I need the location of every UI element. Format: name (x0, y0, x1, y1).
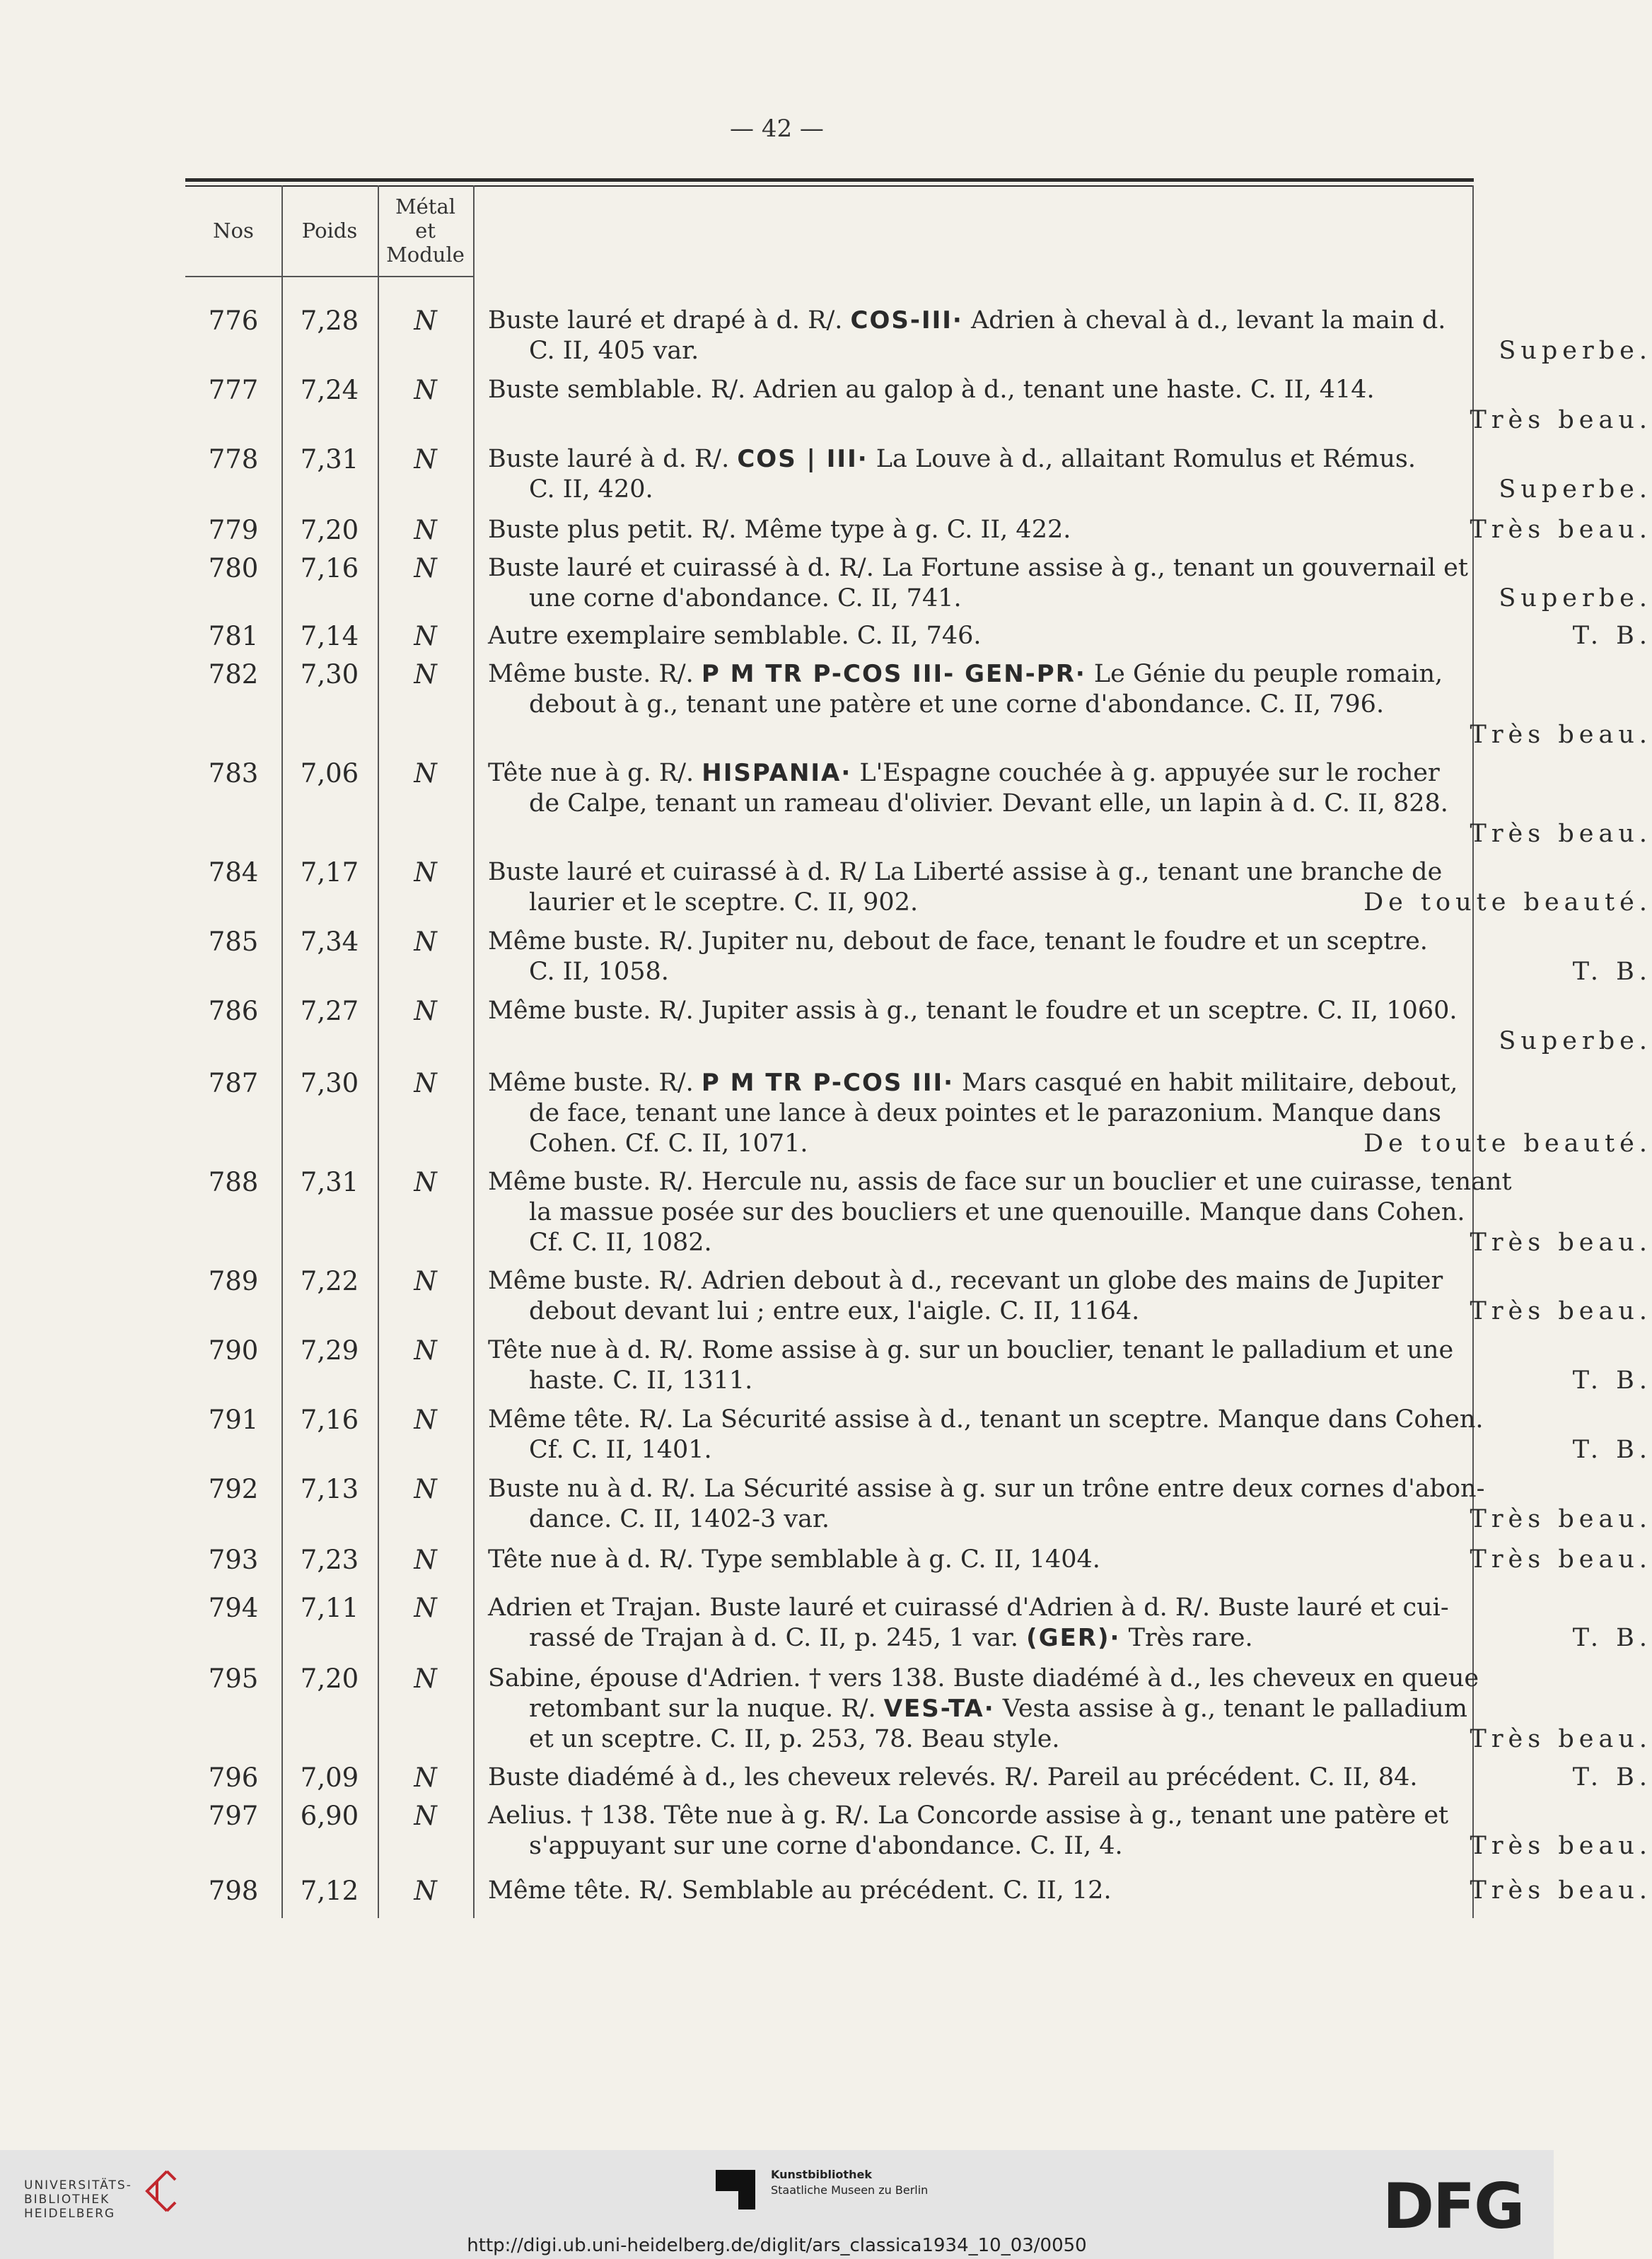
row-weight: 7,20 (300, 1663, 359, 1694)
description-text: Cf. C. II, 1082. (529, 1229, 712, 1257)
description-text: C. II, 405 var. (529, 337, 699, 365)
coin-legend: VES-TA· (883, 1695, 995, 1723)
row-number: 792 (208, 1474, 259, 1504)
description-line (488, 1197, 1652, 1228)
description-line (488, 1335, 1652, 1366)
description-line (488, 1593, 1652, 1623)
coin-legend: HISPANIA· (702, 759, 852, 787)
row-number: 795 (208, 1663, 259, 1694)
description-text: Tête nue à d. R/. Rome assise à g. sur un bouclier, tenant le palladium et une (488, 1336, 1454, 1364)
description-text: Buste diadémé à d., les cheveux relevés. R/. Pareil au précédent. C. II, 84. (488, 1763, 1418, 1791)
kb-subtitle: Staatliche Museen zu Berlin (771, 2183, 929, 2197)
row-metal: N (414, 1405, 437, 1435)
row-description (488, 553, 1652, 614)
condition-grade: Très beau. (1470, 516, 1652, 544)
kb-title: Kunstbibliothek (771, 2168, 872, 2181)
description-text: Buste lauré et cuirassé à d. R/. La Fortune assise à g., tenant un gouvernail et (488, 554, 1468, 582)
description-line (488, 306, 1652, 336)
row-weight: 7,31 (300, 1167, 359, 1197)
description-text: C. II, 1058. (529, 958, 669, 986)
condition-grade: Très beau. (1470, 820, 1652, 848)
row-metal: N (414, 1801, 437, 1831)
description-line (488, 1435, 1652, 1465)
ub-line2: BIBLIOTHEK (24, 2193, 110, 2207)
description-text: rassé de Trajan à d. C. II, p. 245, 1 var. (529, 1624, 1027, 1652)
row-number: 776 (208, 306, 259, 336)
row-metal: N (414, 659, 437, 690)
row-number: 789 (208, 1266, 259, 1296)
description-line (488, 1623, 1652, 1654)
description-text: debout devant lui ; entre eux, l'aigle. C. II, 1164. (529, 1297, 1140, 1325)
condition-grade: Très beau. (1470, 406, 1652, 434)
row-description (488, 1663, 1652, 1755)
coin-legend: COS | III· (737, 445, 868, 473)
row-metal: N (414, 1593, 437, 1623)
description-line (488, 758, 1652, 789)
description-text: Buste semblable. R/. Adrien au galop à d., tenant une haste. C. II, 414. (488, 376, 1375, 404)
description-text: Même buste. R/. Jupiter nu, debout de face, tenant le foudre et un sceptre. (488, 927, 1428, 956)
description-line (488, 1129, 1652, 1159)
description-text: Tête nue à g. R/. (488, 759, 702, 787)
row-weight: 7,22 (300, 1266, 359, 1296)
description-text: de Calpe, tenant un rameau d'olivier. Devant elle, un lapin à d. C. II, 828. (529, 789, 1448, 818)
row-weight: 7,28 (300, 306, 359, 336)
description-text: Autre exemplaire semblable. C. II, 746. (488, 622, 982, 650)
dfg-logo: DFG (1383, 2170, 1524, 2243)
description-text: Buste lauré à d. R/. (488, 445, 738, 473)
row-description (488, 758, 1652, 849)
row-number: 790 (208, 1335, 259, 1366)
header-bottom-rule (185, 276, 473, 277)
row-metal: N (414, 996, 437, 1026)
row-number: 777 (208, 375, 259, 405)
row-weight: 7,11 (300, 1593, 359, 1623)
row-description (488, 1474, 1652, 1535)
row-number: 788 (208, 1167, 259, 1197)
description-text: Adrien et Trajan. Buste lauré et cuirassé d'Adrien à d. R/. Buste lauré et cui- (488, 1593, 1449, 1622)
kunstbibliothek-text (771, 2167, 928, 2198)
condition-grade: T. B. (1572, 1763, 1652, 1791)
header-metal-l1: Métal (395, 194, 456, 219)
description-text: Buste plus petit. R/. Même type à g. C. II, 422. (488, 516, 1071, 544)
description-line (488, 1663, 1652, 1694)
condition-grade: De toute beauté. (1363, 888, 1652, 917)
row-metal: N (414, 1474, 437, 1504)
row-weight: 7,09 (300, 1763, 359, 1793)
row-number: 791 (208, 1405, 259, 1435)
description-text: Très rare. (1120, 1624, 1253, 1652)
row-weight: 7,20 (300, 515, 359, 545)
row-number: 785 (208, 927, 259, 957)
description-line (488, 553, 1652, 583)
row-metal: N (414, 553, 437, 583)
condition-grade: T. B. (1572, 1366, 1652, 1395)
row-description (488, 375, 1652, 436)
description-text: Buste lauré et cuirassé à d. R/ La Liberté assise à g., tenant une branche de (488, 858, 1443, 886)
coin-legend: (GER)· (1026, 1624, 1121, 1652)
description-line (488, 927, 1652, 957)
row-description (488, 306, 1652, 366)
description-text: laurier et le sceptre. C. II, 902. (529, 888, 919, 917)
description-text: Cf. C. II, 1401. (529, 1436, 712, 1464)
row-weight: 7,30 (300, 659, 359, 690)
description-text: s'appuyant sur une corne d'abondance. C. II, 4. (529, 1832, 1123, 1860)
row-description (488, 996, 1652, 1057)
description-text: Tête nue à d. R/. Type semblable à g. C. II, 1404. (488, 1545, 1100, 1574)
row-number: 796 (208, 1763, 259, 1793)
description-text: haste. C. II, 1311. (529, 1366, 753, 1395)
condition-grade: De toute beauté. (1363, 1130, 1652, 1158)
row-weight: 7,23 (300, 1545, 359, 1575)
row-number: 786 (208, 996, 259, 1026)
row-description (488, 1545, 1652, 1575)
description-text: de face, tenant une lance à deux pointes et le parazonium. Manque dans (529, 1099, 1441, 1127)
condition-grade: Superbe. (1499, 1027, 1652, 1055)
row-metal: N (414, 1335, 437, 1366)
ub-line3: HEIDELBERG (24, 2207, 116, 2221)
description-line (488, 1366, 1652, 1396)
header-metal-l3: Module (386, 243, 465, 267)
condition-grade: Très beau. (1470, 1832, 1652, 1860)
description-line (488, 375, 1652, 405)
row-weight: 7,16 (300, 553, 359, 583)
description-text: C. II, 420. (529, 475, 653, 504)
coin-legend: P M TR P-COS III· (701, 1069, 955, 1097)
kunstbibliothek-logo-icon (713, 2167, 758, 2212)
description-line (488, 583, 1652, 614)
row-number: 793 (208, 1545, 259, 1575)
condition-grade: Très beau. (1470, 1725, 1652, 1753)
description-text: Même tête. R/. Semblable au précédent. C. II, 12. (488, 1876, 1112, 1905)
description-text: Adrien à cheval à d., levant la main d. (962, 306, 1446, 335)
description-line (488, 1266, 1652, 1296)
row-metal: N (414, 621, 437, 651)
description-line (488, 1801, 1652, 1831)
row-weight: 7,29 (300, 1335, 359, 1366)
row-description (488, 857, 1652, 918)
description-line (488, 515, 1652, 545)
coin-legend: P M TR P-COS III- GEN-PR· (701, 660, 1086, 688)
description-text: Vesta assise à g., tenant le palladium (994, 1695, 1467, 1723)
row-number: 787 (208, 1068, 259, 1098)
description-text: Sabine, épouse d'Adrien. † vers 138. Buste diadémé à d., les cheveux en queue (488, 1664, 1479, 1692)
description-line (488, 1068, 1652, 1098)
description-line (488, 1228, 1652, 1258)
row-metal: N (414, 1876, 437, 1906)
row-number: 780 (208, 553, 259, 583)
row-metal: N (414, 1663, 437, 1694)
row-metal: N (414, 1545, 437, 1575)
row-weight: 7,30 (300, 1068, 359, 1098)
row-metal: N (414, 306, 437, 336)
condition-grade: T. B. (1572, 1624, 1652, 1652)
row-metal: N (414, 444, 437, 475)
description-line (488, 1296, 1652, 1327)
condition-grade: T. B. (1572, 958, 1652, 986)
ub-emblem-icon (139, 2167, 181, 2224)
description-line (488, 475, 1652, 505)
row-weight: 7,13 (300, 1474, 359, 1504)
description-line (488, 1876, 1652, 1906)
description-text: retombant sur la nuque. R/. (529, 1695, 884, 1723)
row-weight: 7,06 (300, 758, 359, 789)
row-metal: N (414, 1266, 437, 1296)
description-text: La Louve à d., allaitant Romulus et Rémus. (868, 445, 1416, 473)
ub-line1: UNIVERSITÄTS- (24, 2178, 132, 2193)
description-line (488, 857, 1652, 888)
description-text: L'Espagne couchée à g. appuyée sur le rocher (851, 759, 1440, 787)
description-line (488, 1694, 1652, 1724)
description-text: Même buste. R/. Adrien debout à d., recevant un globe des mains de Jupiter (488, 1267, 1443, 1295)
description-text: Même buste. R/. (488, 660, 702, 688)
row-number: 783 (208, 758, 259, 789)
row-description (488, 621, 1652, 651)
row-description (488, 1068, 1652, 1159)
row-weight: 7,31 (300, 444, 359, 475)
description-text: Même buste. R/. (488, 1069, 702, 1097)
condition-grade: Superbe. (1499, 337, 1652, 365)
row-description (488, 1593, 1652, 1654)
description-text: Même buste. R/. Jupiter assis à g., tenant le foudre et un sceptre. C. II, 1060. (488, 997, 1458, 1025)
page-number: — 42 — (730, 115, 824, 143)
description-text: Même buste. R/. Hercule nu, assis de face sur un bouclier et une cuirasse, tenant (488, 1168, 1512, 1196)
description-line (488, 1504, 1652, 1535)
condition-grade: Très beau. (1470, 1505, 1652, 1533)
row-number: 781 (208, 621, 259, 651)
condition-grade: Superbe. (1499, 584, 1652, 612)
row-weight: 7,14 (300, 621, 359, 651)
row-weight: 7,16 (300, 1405, 359, 1435)
description-text: Buste nu à d. R/. La Sécurité assise à g. sur un trône entre deux cornes d'abon- (488, 1475, 1485, 1503)
description-line (488, 1545, 1652, 1575)
row-description (488, 1876, 1652, 1906)
condition-grade: Très beau. (1470, 1229, 1652, 1257)
condition-grade: T. B. (1572, 1436, 1652, 1464)
row-weight: 7,17 (300, 857, 359, 888)
row-description (488, 1405, 1652, 1465)
row-number: 779 (208, 515, 259, 545)
description-line (488, 996, 1652, 1026)
row-weight: 7,34 (300, 927, 359, 957)
condition-grade: Superbe. (1499, 475, 1652, 504)
description-line (488, 690, 1652, 720)
description-text: Le Génie du peuple romain, (1086, 660, 1443, 688)
description-text: Cohen. Cf. C. II, 1071. (529, 1130, 808, 1158)
description-text: debout à g., tenant une patère et une corne d'abondance. C. II, 796. (529, 690, 1385, 719)
row-metal: N (414, 1068, 437, 1098)
row-description (488, 659, 1652, 750)
description-line (488, 1405, 1652, 1435)
description-text: dance. C. II, 1402-3 var. (529, 1505, 830, 1533)
description-line (488, 1167, 1652, 1197)
row-number: 797 (208, 1801, 259, 1831)
condition-grade: T. B. (1572, 622, 1652, 650)
row-description (488, 927, 1652, 987)
row-weight: 7,27 (300, 996, 359, 1026)
condition-grade: Très beau. (1470, 1545, 1652, 1574)
description-line (488, 1474, 1652, 1504)
description-text: Buste lauré et drapé à d. R/. (488, 306, 851, 335)
col-divider-3 (473, 185, 475, 1918)
top-double-rule (185, 178, 1474, 182)
description-text: la massue posée sur des boucliers et une quenouille. Manque dans Cohen. (529, 1198, 1465, 1226)
header-poids: Poids (301, 219, 358, 243)
row-weight: 7,24 (300, 375, 359, 405)
description-line (488, 444, 1652, 475)
condition-grade: Très beau. (1470, 1297, 1652, 1325)
row-description (488, 1335, 1652, 1396)
header-nos: Nos (213, 219, 254, 243)
row-number: 794 (208, 1593, 259, 1623)
row-description (488, 1266, 1652, 1327)
row-metal: N (414, 515, 437, 545)
row-description (488, 1167, 1652, 1258)
row-number: 778 (208, 444, 259, 475)
description-line (488, 1098, 1652, 1129)
condition-grade: Très beau. (1470, 721, 1652, 749)
description-line (488, 1831, 1652, 1862)
header-metal (378, 185, 473, 276)
row-weight: 7,12 (300, 1876, 359, 1906)
row-metal: N (414, 375, 437, 405)
row-number: 798 (208, 1876, 259, 1906)
row-description (488, 1763, 1652, 1793)
row-weight: 6,90 (300, 1801, 359, 1831)
description-line (488, 336, 1652, 366)
description-line (488, 1724, 1652, 1755)
row-metal: N (414, 927, 437, 957)
description-line (488, 957, 1652, 987)
description-text: Même tête. R/. La Sécurité assise à d., tenant un sceptre. Manque dans Cohen. (488, 1405, 1484, 1434)
description-text: Mars casqué en habit militaire, debout, (954, 1069, 1458, 1097)
description-text: Aelius. † 138. Tête nue à g. R/. La Concorde assise à g., tenant une patère et (488, 1801, 1449, 1830)
coin-legend: COS-III· (850, 306, 963, 335)
row-description (488, 444, 1652, 505)
row-description (488, 515, 1652, 545)
row-metal: N (414, 1167, 437, 1197)
description-line (488, 621, 1652, 651)
ub-heidelberg-logo (24, 2178, 132, 2221)
description-line (488, 888, 1652, 918)
row-metal: N (414, 758, 437, 789)
description-text: et un sceptre. C. II, p. 253, 78. Beau style. (529, 1725, 1060, 1753)
source-url[interactable]: http://digi.ub.uni-heidelberg.de/diglit/ars_classica1934_10_03/0050 (467, 2235, 1087, 2256)
description-text: une corne d'abondance. C. II, 741. (529, 584, 962, 612)
row-number: 784 (208, 857, 259, 888)
row-number: 782 (208, 659, 259, 690)
description-line (488, 1763, 1652, 1793)
row-metal: N (414, 857, 437, 888)
row-description (488, 1801, 1652, 1862)
header-metal-l2: et (415, 219, 436, 243)
row-metal: N (414, 1763, 437, 1793)
description-line (488, 789, 1652, 819)
description-line (488, 659, 1652, 690)
condition-grade: Très beau. (1470, 1876, 1652, 1905)
